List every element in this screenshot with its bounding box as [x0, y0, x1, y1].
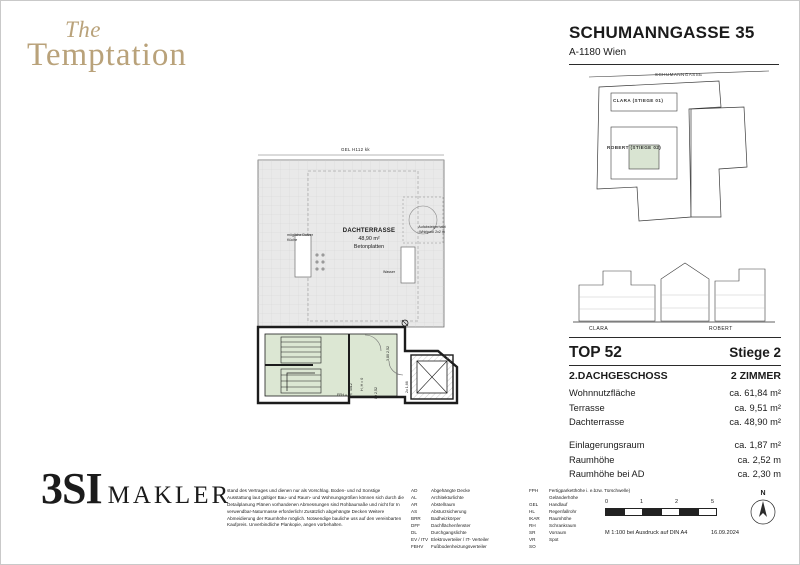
scale-num-2: 2	[675, 499, 679, 505]
scale-num-1: 1	[640, 499, 644, 505]
scale-bar	[605, 499, 725, 516]
company-logo	[41, 463, 231, 514]
extra-value-1: ca. 2,52 m	[737, 454, 781, 465]
ground-level-label: GEL H112 kk	[341, 147, 370, 152]
header-divider	[569, 64, 779, 65]
abbr-key-1: AL	[411, 494, 417, 500]
area-label-2: Dachterrasse	[569, 416, 625, 427]
site-map	[569, 67, 779, 247]
room-dim-1: 3,80 2,52	[386, 346, 390, 361]
terrace-note: Betonplatten	[353, 243, 385, 250]
company-name: MAKLER	[107, 482, 232, 509]
abbr-text-11: Handlauf	[549, 501, 568, 507]
abbr-text-8: Fußbodenheizungsverteiler	[431, 543, 487, 549]
plan-date: 16.09.2024	[711, 530, 739, 536]
extras-table	[569, 438, 781, 481]
abbr-key-14: SR	[529, 529, 536, 535]
legal-disclaimer: stand des Vertrages und dienen nur als Vorschlag. Boden- und nd Sonstige Ausstattung laut gültiger Bau- und Raum- und Wohnungsgrößen können sich durch die Detailplanung Plänen vorhandenen Abmessungen sind Rohbaumaße und nicht für In verwendbar-Naturmasse erforderlich! Zusätzlich abgehängte Decken Weitere Abmeidierung der Raumhöhe möglich. Notwendige bauliche uss auf den vereinbarten Kaufpreis. Unverbindliche Plankopie, angen vorbehalten.	[227, 488, 404, 528]
extra-value-0: ca. 1,87 m²	[734, 440, 781, 451]
abbr-text-13: Raumhöhe	[549, 515, 572, 521]
street-title: SCHUMANNGASSE 35	[569, 23, 755, 42]
extra-label-1: Raumhöhe	[569, 454, 615, 465]
room-dim-4: 80 2,52	[374, 387, 378, 399]
terrace-area: 48,90 m²	[358, 235, 380, 242]
table-row	[569, 386, 781, 400]
abbr-col-1	[411, 488, 428, 551]
whirlpool-note: Aufabsteigerhaut Whirlpool 2x2 m	[418, 225, 446, 234]
abbr-text-7: Elektroverteiler / IT- Verteiler	[431, 536, 489, 542]
elevation-caption-robert: ROBERT	[709, 326, 733, 332]
abbr-text-2: Abstellraum	[431, 501, 456, 507]
abbr-key-4: BRR	[411, 515, 421, 521]
abbr-text-16: Spot	[549, 536, 559, 542]
table-row	[569, 467, 781, 481]
room-dim-2: H, H = 0	[360, 377, 364, 391]
abbr-col-2	[431, 488, 526, 551]
brand-logo	[27, 17, 257, 74]
compass-icon	[748, 497, 778, 527]
ffh-note: FFH = 2F	[337, 393, 353, 397]
abbr-text-14: Schrankraum	[549, 522, 577, 528]
table-row	[569, 438, 781, 452]
floor-plan-drawing	[253, 151, 473, 411]
abbr-text-3: Absturzsicherung	[431, 508, 467, 514]
abbr-key-6: DL	[411, 529, 417, 535]
abbr-key-13: RH	[529, 522, 536, 528]
abbr-key-0: AD	[411, 488, 418, 493]
table-row	[569, 400, 781, 414]
unit-rooms: 2 ZIMMER	[730, 370, 781, 382]
abbr-col-3	[529, 488, 540, 551]
abbr-text-5: Dachflächenfenster	[431, 522, 471, 528]
scale-num-3: 5	[711, 499, 715, 505]
north-arrow	[746, 490, 780, 530]
extra-label-0: Einlagerungsraum	[569, 440, 645, 451]
scale-bar-graphic	[605, 508, 717, 516]
company-mark: 3SI	[41, 464, 102, 513]
abbr-key-8: FBHV	[411, 543, 424, 549]
abbr-key-7: EV / ITV	[411, 536, 429, 542]
building-elevation	[569, 251, 781, 331]
abbr-text-4: Badheizkörper	[431, 515, 461, 521]
abbr-text-15: Vorraum	[549, 529, 567, 535]
brand-line-1: The	[65, 17, 101, 42]
terrace-label	[337, 227, 401, 251]
scale-note: M 1:100 bei Ausdruck auf DIN A4	[605, 530, 688, 536]
abbr-text-0: Abgehängte Decke	[431, 488, 471, 493]
abbr-key-9: FPH	[529, 488, 539, 493]
abbr-key-10: GEL	[529, 501, 539, 507]
area-label-1: Terrasse	[569, 402, 605, 413]
abbr-key-2: AR	[411, 501, 418, 507]
abbr-key-12: IKAR	[529, 515, 540, 521]
scale-num-0: 0	[605, 499, 609, 505]
sitemap-block-robert: ROBERT (STIEGE 02)	[607, 145, 662, 150]
area-value-0: ca. 61,84 m²	[729, 388, 781, 399]
abbr-key-16: SO	[529, 543, 536, 549]
room-dim-3: 4x12	[349, 383, 353, 391]
sitemap-street-label: SCHUMANNGASSE	[655, 72, 703, 77]
planter-note: mögliche Dutzer Küche	[287, 233, 313, 242]
unit-top-number: TOP 52	[569, 344, 622, 361]
extra-value-2: ca. 2,30 m	[737, 469, 781, 480]
table-row	[569, 453, 781, 467]
abbr-text-12: Regenfallrohr	[549, 508, 577, 514]
area-table	[569, 386, 781, 429]
terrace-title: DACHTERRASSE	[342, 228, 396, 234]
water-note: Wasser	[383, 270, 396, 274]
table-row	[569, 415, 781, 429]
brand-line-2: Temptation	[27, 37, 187, 73]
abbr-text-6: Durchgangslichte	[431, 529, 467, 535]
elevation-caption-clara: CLARA	[589, 326, 609, 332]
city-subtitle: A-1180 Wien	[569, 47, 627, 58]
abbr-key-11: HL	[529, 508, 535, 514]
unit-info	[569, 337, 781, 481]
unit-stiege: Stiege 2	[729, 345, 781, 360]
abbr-text-10: Geländerhöhe	[549, 494, 579, 500]
sitemap-block-clara: CLARA (STIEGE 01)	[613, 98, 664, 103]
abbr-key-3: AS	[411, 508, 418, 514]
abbr-text-9: Fertigparketthöhe i. e.bzw. Türschwelle)	[549, 488, 631, 493]
abbr-text-1: Architekturlichte	[431, 494, 464, 500]
area-label-0: Wohnnutzfläche	[569, 388, 636, 399]
north-label: N	[760, 490, 766, 497]
abbr-key-15: VR	[529, 536, 536, 542]
unit-floor: 2.DACHGESCHOSS	[569, 370, 668, 382]
extra-label-2: Raumhöhe bei AD	[569, 469, 645, 480]
address-block	[569, 23, 779, 65]
area-value-2: ca. 48,90 m²	[729, 416, 781, 427]
area-value-1: ca. 9,51 m²	[734, 402, 781, 413]
room-dim-5: 2x 1,66	[405, 381, 409, 393]
abbr-key-5: DFF	[411, 522, 420, 528]
